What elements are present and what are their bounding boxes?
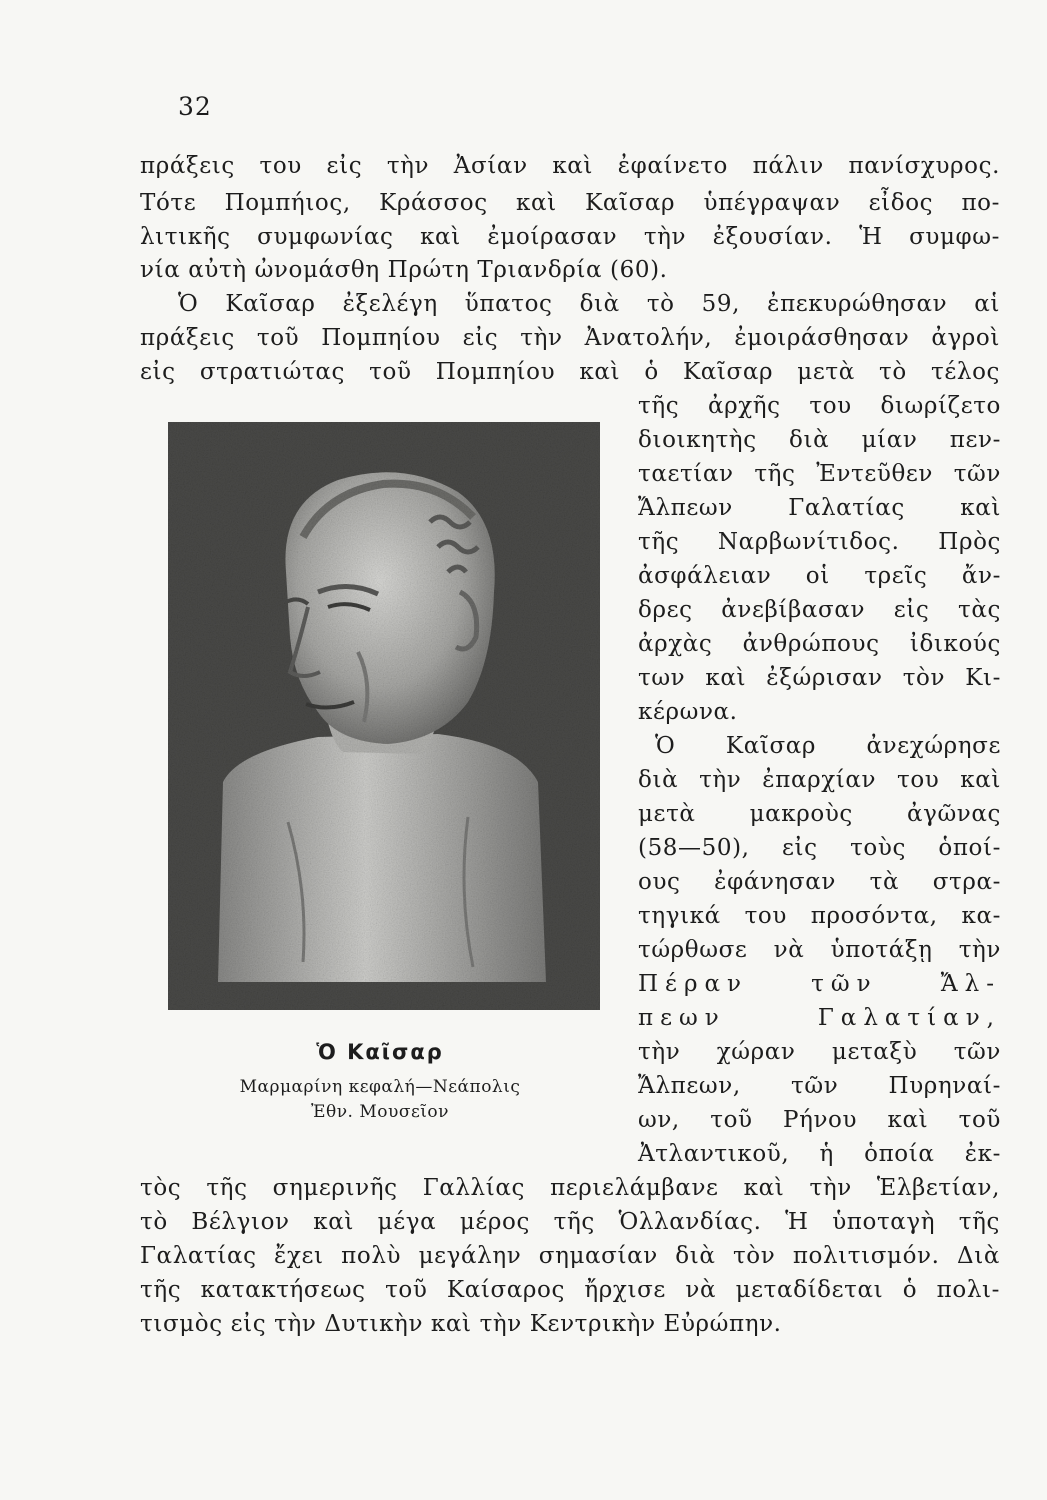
text-line: ων, τοῦ Ρήνου καὶ τοῦ [638, 1107, 1001, 1133]
caesar-bust-image [168, 422, 600, 1010]
text-line: τὸ Βέλγιον καὶ μέγα μέρος τῆς Ὁλλανδίας. Ἡ ὑποταγὴ τῆς [140, 1209, 1000, 1235]
text-line: των καὶ ἐξώρισαν τὸν Κι- [638, 665, 1001, 691]
text-line: ἀσφάλειαν οἱ τρεῖς ἄν- [638, 563, 1001, 589]
text-line: τὸς τῆς σημερινῆς Γαλλίας περιελάμβανε καὶ τὴν Ἑλβετίαν, [140, 1175, 1000, 1201]
text-line: τῆς ἀρχῆς του διωρίζετο [638, 393, 1001, 419]
text-line: Ὁ Καῖσαρ ἐξελέγη ὕπατος διὰ τὸ 59, ἐπεκυρώθησαν αἱ [178, 291, 1000, 317]
text-line: Γαλατίας ἔχει πολὺ μεγάλην σημασίαν διὰ τὸν πολιτισμόν. Διὰ [140, 1243, 1000, 1269]
text-line: τηγικά του προσόντα, κα- [638, 903, 1001, 929]
text-line: τῆς Ναρβωνίτιδος. Πρὸς [638, 529, 1001, 555]
text-line: τώρθωσε νὰ ὑποτάξῃ τὴν [638, 937, 1001, 963]
text-line: τισμὸς εἰς τὴν Δυτικὴν καὶ τὴν Κεντρικὴν Εὐρώπην. [140, 1311, 782, 1337]
text-line: ους ἐφάνησαν τὰ στρα- [638, 869, 1001, 895]
text-line: Ἀτλαντικοῦ, ἡ ὁποία ἐκ- [638, 1141, 1001, 1167]
text-line: Πέραν τῶν Ἄλ- [638, 971, 1001, 997]
figure-caption-line: Ἐθν. Μουσεῖον [310, 1102, 449, 1122]
text-line: δρες ἀνεβίβασαν εἰς τὰς [638, 597, 1001, 623]
text-line: Τότε Πομπήιος, Κράσσος καὶ Καῖσαρ ὑπέγραψαν εἶδος πο- [140, 190, 1000, 216]
text-line: Ἄλπεων Γαλατίας καὶ [638, 495, 1001, 521]
text-line: μετὰ μακροὺς ἀγῶνας [638, 801, 1001, 827]
text-line: διοικητὴς διὰ μίαν πεν- [638, 427, 1001, 453]
text-line: Ὁ Καῖσαρ ἀνεχώρησε [655, 733, 1001, 759]
figure-caption-line: Μαρμαρίνη κεφαλή—Νεάπολις [239, 1077, 521, 1097]
text-line: κέρωνα. [638, 699, 738, 725]
text-line: πράξεις του εἰς τὴν Ἀσίαν καὶ ἐφαίνετο πάλιν πανίσχυρος. [140, 153, 1000, 179]
text-line: τὴν χώραν μεταξὺ τῶν [638, 1039, 1001, 1065]
text-line: ἀρχὰς ἀνθρώπους ἰδικούς [638, 631, 1001, 657]
text-line: πεων Γαλατίαν, [638, 1005, 1001, 1031]
text-line: πράξεις τοῦ Πομπηίου εἰς τὴν Ἀνατολήν, ἐμοιράσθησαν ἀγροὶ [140, 325, 1000, 351]
text-line: Ἄλπεων, τῶν Πυρηναί- [638, 1073, 1001, 1099]
text-line: νία αὐτὴ ὠνομάσθη Πρώτη Τριανδρία (60). [140, 257, 668, 283]
text-line: λιτικῆς συμφωνίας καὶ ἐμοίρασαν τὴν ἐξουσίαν. Ἡ συμφω- [140, 224, 1000, 250]
figure-caption-title: Ὁ Καῖσαρ [316, 1040, 444, 1064]
text-line: τῆς κατακτήσεως τοῦ Καίσαρος ἤρχισε νὰ μεταδίδεται ὁ πολι- [140, 1277, 1000, 1303]
text-line: διὰ τὴν ἐπαρχίαν του καὶ [638, 767, 1001, 793]
page-number: 32 [178, 92, 212, 121]
text-line: (58—50), εἰς τοὺς ὁποί- [638, 835, 1001, 861]
text-line: ταετίαν τῆς Ἐντεῦθεν τῶν [638, 461, 1001, 487]
text-line: εἰς στρατιώτας τοῦ Πομπηίου καὶ ὁ Καῖσαρ μετὰ τὸ τέλος [140, 359, 1000, 385]
